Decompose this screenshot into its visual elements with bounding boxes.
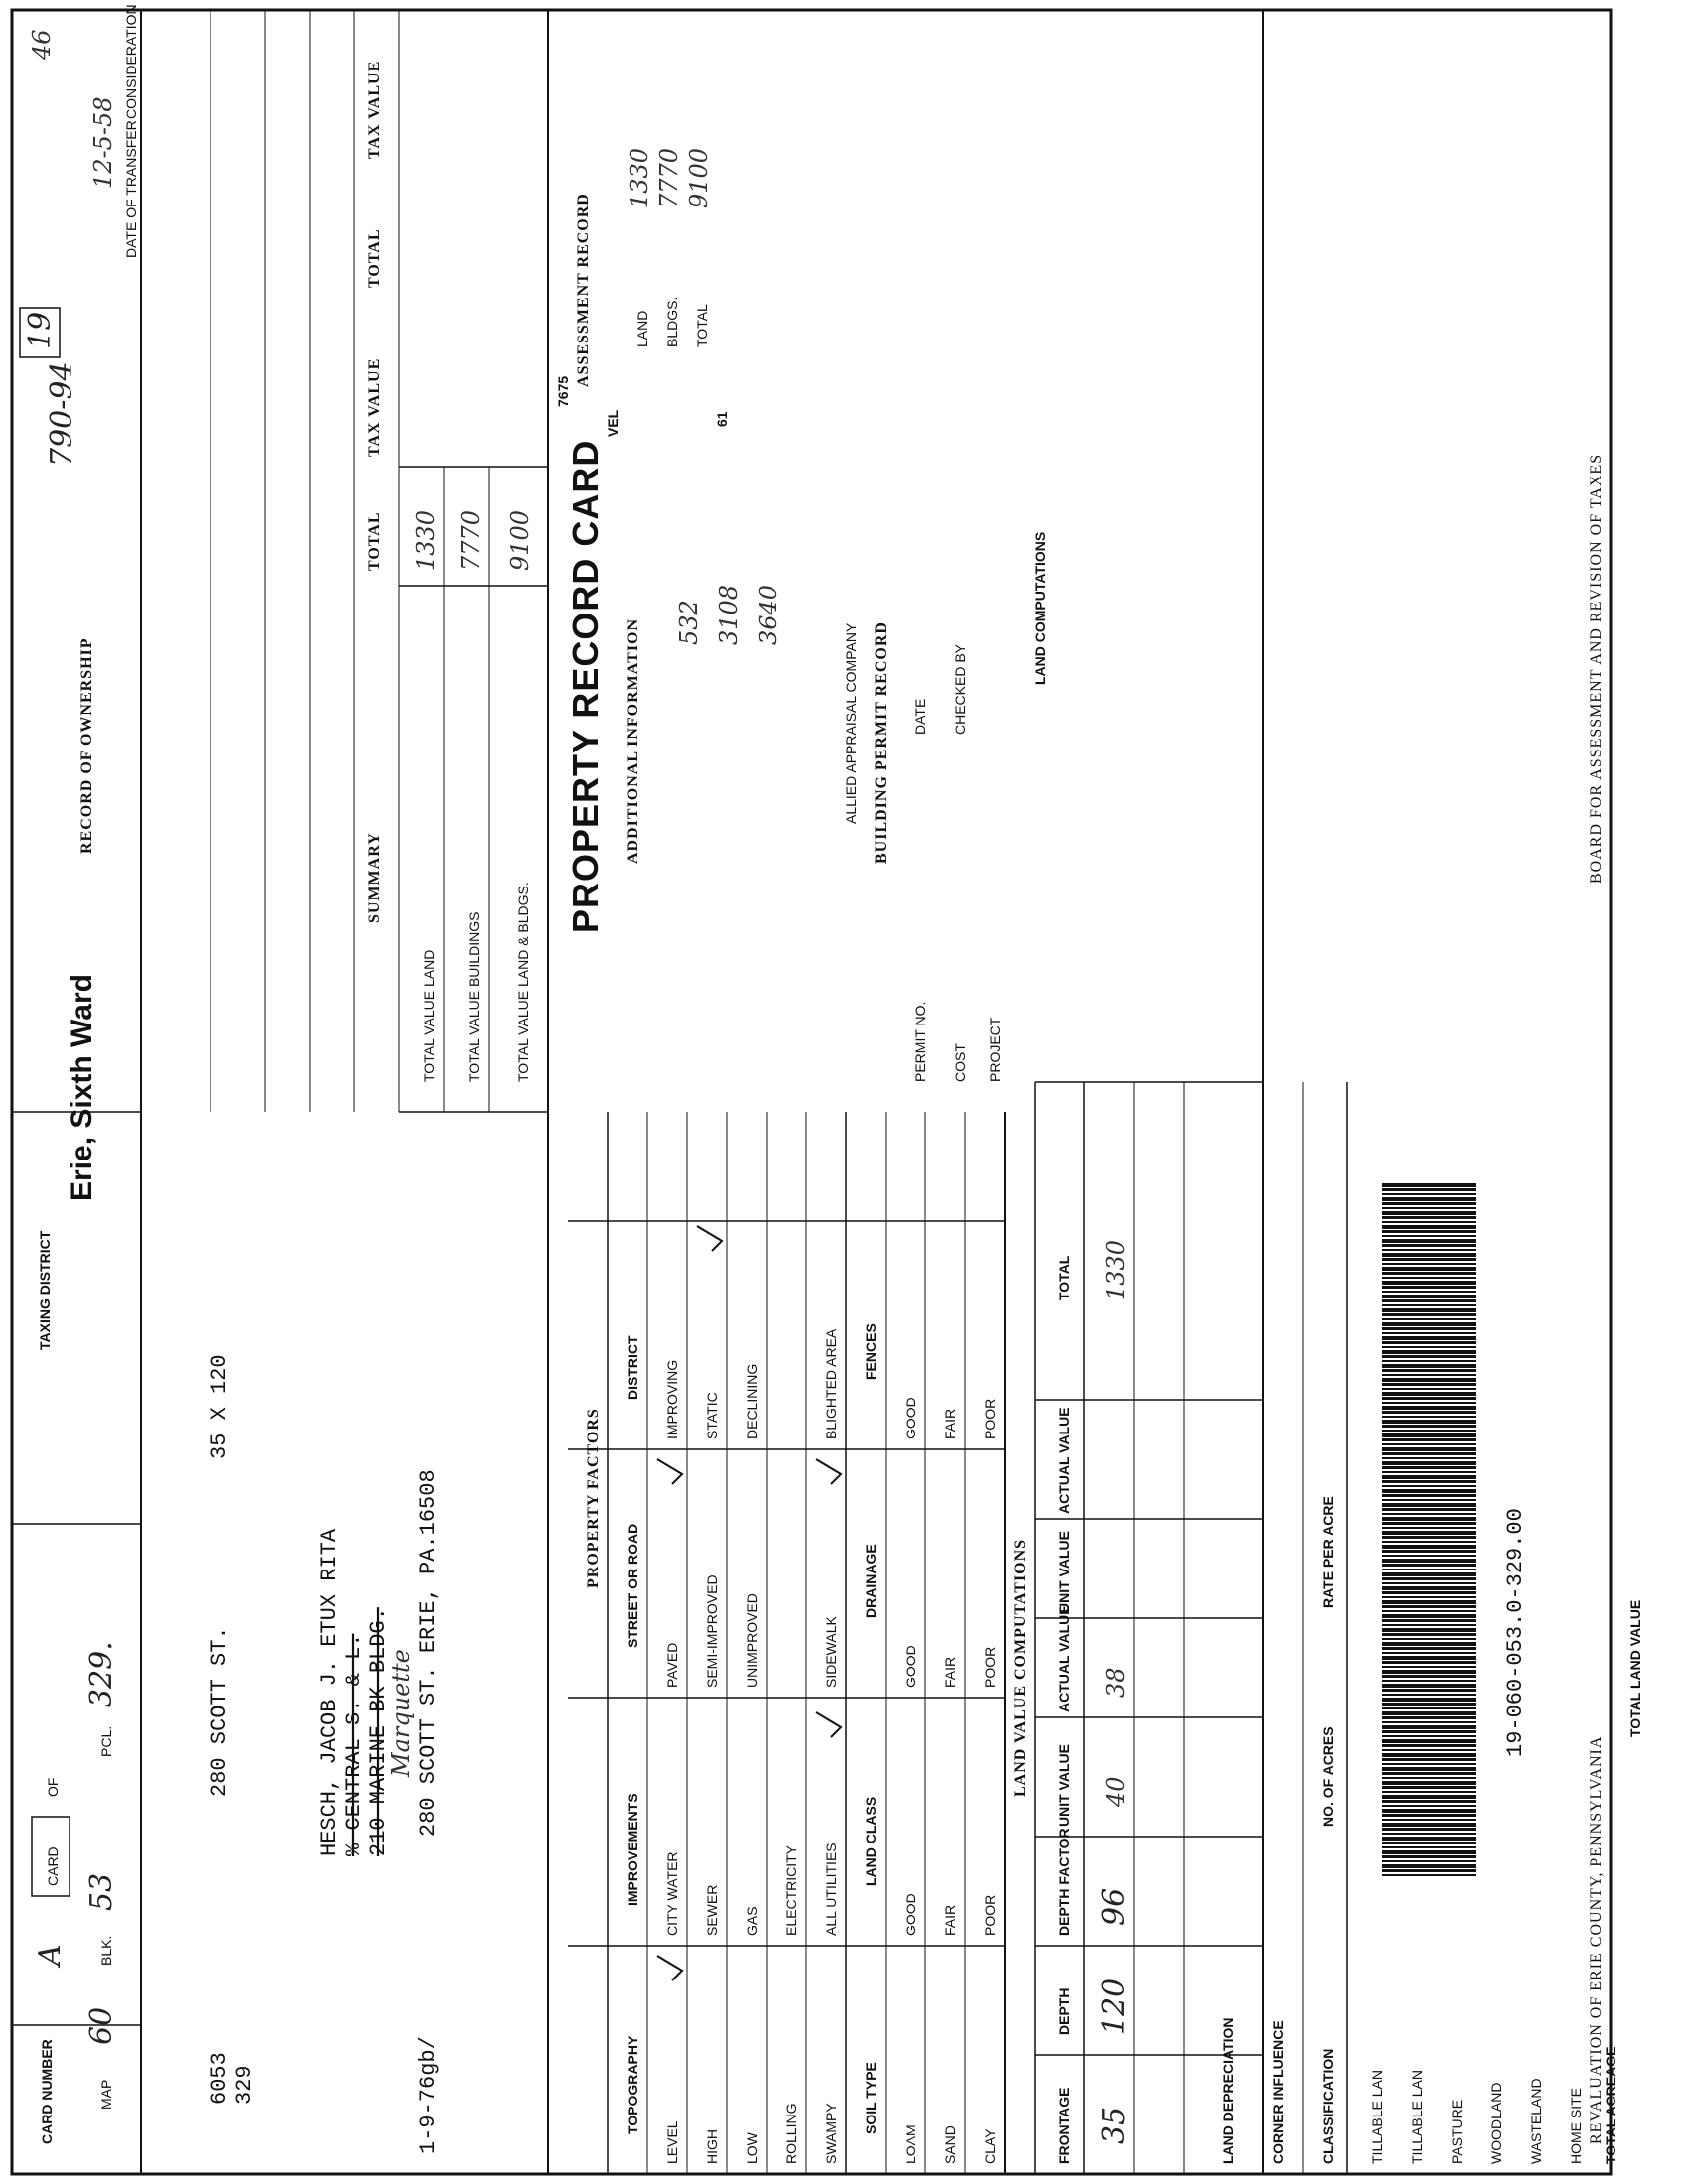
location: 280 SCOTT ST. [208,1626,232,1797]
permit-checked-by: CHECKED BY [952,643,968,735]
depth-factor-value: 96 [1097,1887,1132,1926]
company: ALLIED APPRAISAL COMPANY [843,622,859,824]
assess-tax-header: TAX VALUE [366,60,383,159]
permit-project: PROJECT [987,1017,1003,1082]
summary-row-2-label: TOTAL VALUE BUILDINGS [466,911,482,1082]
code-1: 6053 [208,2052,232,2105]
check-level [657,1956,682,1980]
address-struck-2: 210 MARINE BK BLDG. [366,1607,391,1856]
blk-label: BLK. [98,1935,114,1966]
district-improving: IMPROVING [664,1359,680,1439]
class-tillable-2: TILLABLE LAN [1409,2070,1425,2164]
district-static: STATIC [704,1392,720,1439]
class-wasteland: WASTELAND [1528,2078,1544,2164]
fences-header: FENCES [863,1323,879,1380]
check-all-utilities [816,1712,841,1737]
land-class-header: LAND CLASS [863,1796,879,1886]
street-sidewalk: SIDEWALK [823,1616,839,1688]
assess-year: 61 [714,411,730,427]
col-unit-value: UNIT VALUE [1056,1744,1072,1827]
date-of-transfer-label: DATE OF TRANSFER [123,120,139,258]
topo-swampy: SWAMPY [823,2103,839,2164]
soil-header: SOIL TYPE [863,2062,879,2134]
class-total-acreage: TOTAL ACREAGE [1603,2046,1618,2164]
col-actual-value-2: ACTUAL VALUE [1056,1407,1072,1514]
address-handwritten: Marquette [387,1649,415,1777]
summary-row-3-total: 9100 [506,509,534,571]
drainage-header: DRAINAGE [863,1544,879,1618]
address-final: 280 SCOTT ST. ERIE, PA.16508 [416,1469,441,1837]
entry-stamp: 1-9-76gb/ [416,2036,441,2154]
dimensions: 35 X 120 [208,1354,232,1459]
class-tillable-1: TILLABLE LAN [1369,2070,1385,2164]
classification-header: CLASSIFICATION [1320,2048,1335,2164]
land-computations: LAND COMPUTATIONS [1032,531,1048,685]
assess-total-header: TOTAL [366,228,383,288]
ownership-title: RECORD OF OWNERSHIP [78,637,95,854]
assess-bldgs-label: BLDGS. [664,296,680,347]
permit-title: BUILDING PERMIT RECORD [873,621,890,864]
page-box: 19 [23,311,58,349]
pcl-value: 329. [84,1641,119,1707]
corner-number: 46 [28,29,56,60]
total-land-value-label: TOTAL LAND VALUE [1627,1599,1643,1737]
footer-right: BOARD FOR ASSESSMENT AND REVISION OF TAXES [1588,453,1605,884]
land-class-good: GOOD [903,1893,918,1936]
land-class-fair: FAIR [942,1904,958,1936]
fences-poor: POOR [982,1398,998,1439]
code-2: 329 [232,2065,257,2105]
assessment-title: ASSESSMENT RECORD [575,193,592,387]
card-border [12,10,1611,2174]
improv-electricity: ELECTRICITY [783,1844,799,1936]
summary-row-1-total: 1330 [412,509,440,571]
district-declining: DECLINING [744,1363,760,1439]
map-value: 60 [84,2006,119,2045]
land-total-value: 1330 [1102,1239,1130,1300]
card-letter: A [33,1944,68,1966]
unit-value: 40 [1102,1776,1130,1807]
property-record-card-title: PROPERTY RECORD CARD [565,439,606,933]
district-header: DISTRICT [625,1335,640,1400]
fences-good: GOOD [903,1397,918,1439]
check-paved [657,1459,682,1484]
land-value-title: LAND VALUE COMPUTATIONS [1012,1538,1029,1797]
fences-fair: FAIR [942,1408,958,1439]
soil-loam: LOAM [903,2124,918,2164]
taxing-district: Erie, Sixth Ward [66,974,98,1201]
drainage-poor: POOR [982,1646,998,1688]
summary-row-1-label: TOTAL VALUE LAND [421,949,437,1082]
assessment-value-3: 9100 [685,147,713,208]
improv-city-water: CITY WATER [664,1851,680,1936]
summary-row-3-label: TOTAL VALUE LAND & BLDGS. [515,882,531,1082]
summary-tax-header: TAX VALUE [366,357,383,457]
col-frontage: FRONTAGE [1056,2087,1072,2164]
transfer-date: 12-5-58 [89,96,117,189]
class-pasture: PASTURE [1449,2099,1465,2164]
topo-rolling: ROLLING [783,2103,799,2164]
footer-left: REVALUATION OF ERIE COUNTY, PENNSYLVANIA [1588,1735,1605,2144]
consideration-label: CONSIDERATION [123,4,139,119]
of-label: OF [45,1777,61,1797]
depth-value: 120 [1097,1978,1132,2035]
check-sidewalk [816,1459,841,1484]
summary-total-header: TOTAL [366,511,383,571]
parcel-id: 19-060-053.0-329.00 [1503,1508,1528,1757]
pcl-label: PCL. [98,1725,114,1757]
card-number-label: CARD NUMBER [39,2039,55,2144]
topo-low: LOW [744,2132,760,2164]
topography-header: TOPOGRAPHY [625,2035,640,2134]
col-depth-factor: DEPTH FACTOR [1056,1828,1072,1936]
permit-cost: COST [952,1043,968,1082]
check-static [697,1226,722,1251]
topo-level: LEVEL [664,2120,680,2164]
soil-clay: CLAY [982,2128,998,2164]
owner-name: HESCH, JACOB J. ETUX RITA [317,1528,342,1856]
street-unimproved: UNIMPROVED [744,1593,760,1688]
taxing-district-label: TAXING DISTRICT [37,1230,53,1350]
summary-row-2-total: 7770 [457,509,485,571]
barcode [1382,1181,1476,1876]
acres-header: NO. OF ACRES [1320,1726,1335,1827]
permit-no: PERMIT NO. [912,1001,928,1082]
improvements-header: IMPROVEMENTS [625,1793,640,1906]
assess-mark: VEL [605,409,621,437]
assessment-value-1: 1330 [626,147,653,208]
blk-value: 53 [84,1872,119,1911]
frontage-value: 35 [1097,2106,1132,2144]
factors-title: PROPERTY FACTORS [585,1408,602,1588]
street-paved: PAVED [664,1642,680,1688]
land-class-poor: POOR [982,1894,998,1936]
col-unit-value-2: UNIT VALUE [1056,1531,1072,1613]
col-total: TOTAL [1056,1255,1072,1300]
topo-high: HIGH [704,2129,720,2164]
col-depth: DEPTH [1056,1987,1072,2035]
assess-stamp: 7675 [555,375,571,407]
improv-all-utilities: ALL UTILITIES [823,1843,839,1936]
class-home-site: HOME SITE [1568,2087,1584,2164]
assess-total-label: TOTAL [694,304,710,347]
soil-sand: SAND [942,2125,958,2164]
class-woodland: WOODLAND [1488,2082,1504,2164]
additional-value-3: 3640 [755,584,782,645]
land-depreciation: LAND DEPRECIATION [1220,2017,1236,2164]
summary-title: SUMMARY [366,832,383,923]
rate-header: RATE PER ACRE [1320,1496,1335,1608]
actual-value: 38 [1102,1667,1130,1698]
drainage-good: GOOD [903,1645,918,1688]
assessment-value-2: 7770 [655,147,683,208]
ownership-entry: 790-94 [45,361,79,467]
map-label: MAP [98,2079,114,2110]
assess-land-label: LAND [634,310,650,347]
col-actual-value: ACTUAL VALUE [1056,1605,1072,1712]
improv-gas: GAS [744,1906,760,1936]
district-blighted: BLIGHTED AREA [823,1328,839,1439]
permit-date: DATE [912,698,928,735]
street-semi-improved: SEMI-IMPROVED [704,1574,720,1688]
additional-value-1: 532 [675,600,703,645]
additional-value-2: 3108 [715,584,743,645]
card-label: CARD [45,1846,61,1886]
street-header: STREET OR ROAD [625,1523,640,1648]
additional-info: ADDITIONAL INFORMATION [625,617,641,864]
drainage-fair: FAIR [942,1656,958,1688]
corner-influence: CORNER INFLUENCE [1270,2020,1286,2164]
address-struck-1: % CENTRAL S. & L. [342,1633,366,1856]
improv-sewer: SEWER [704,1884,720,1936]
form-rotated [12,4,1643,2174]
